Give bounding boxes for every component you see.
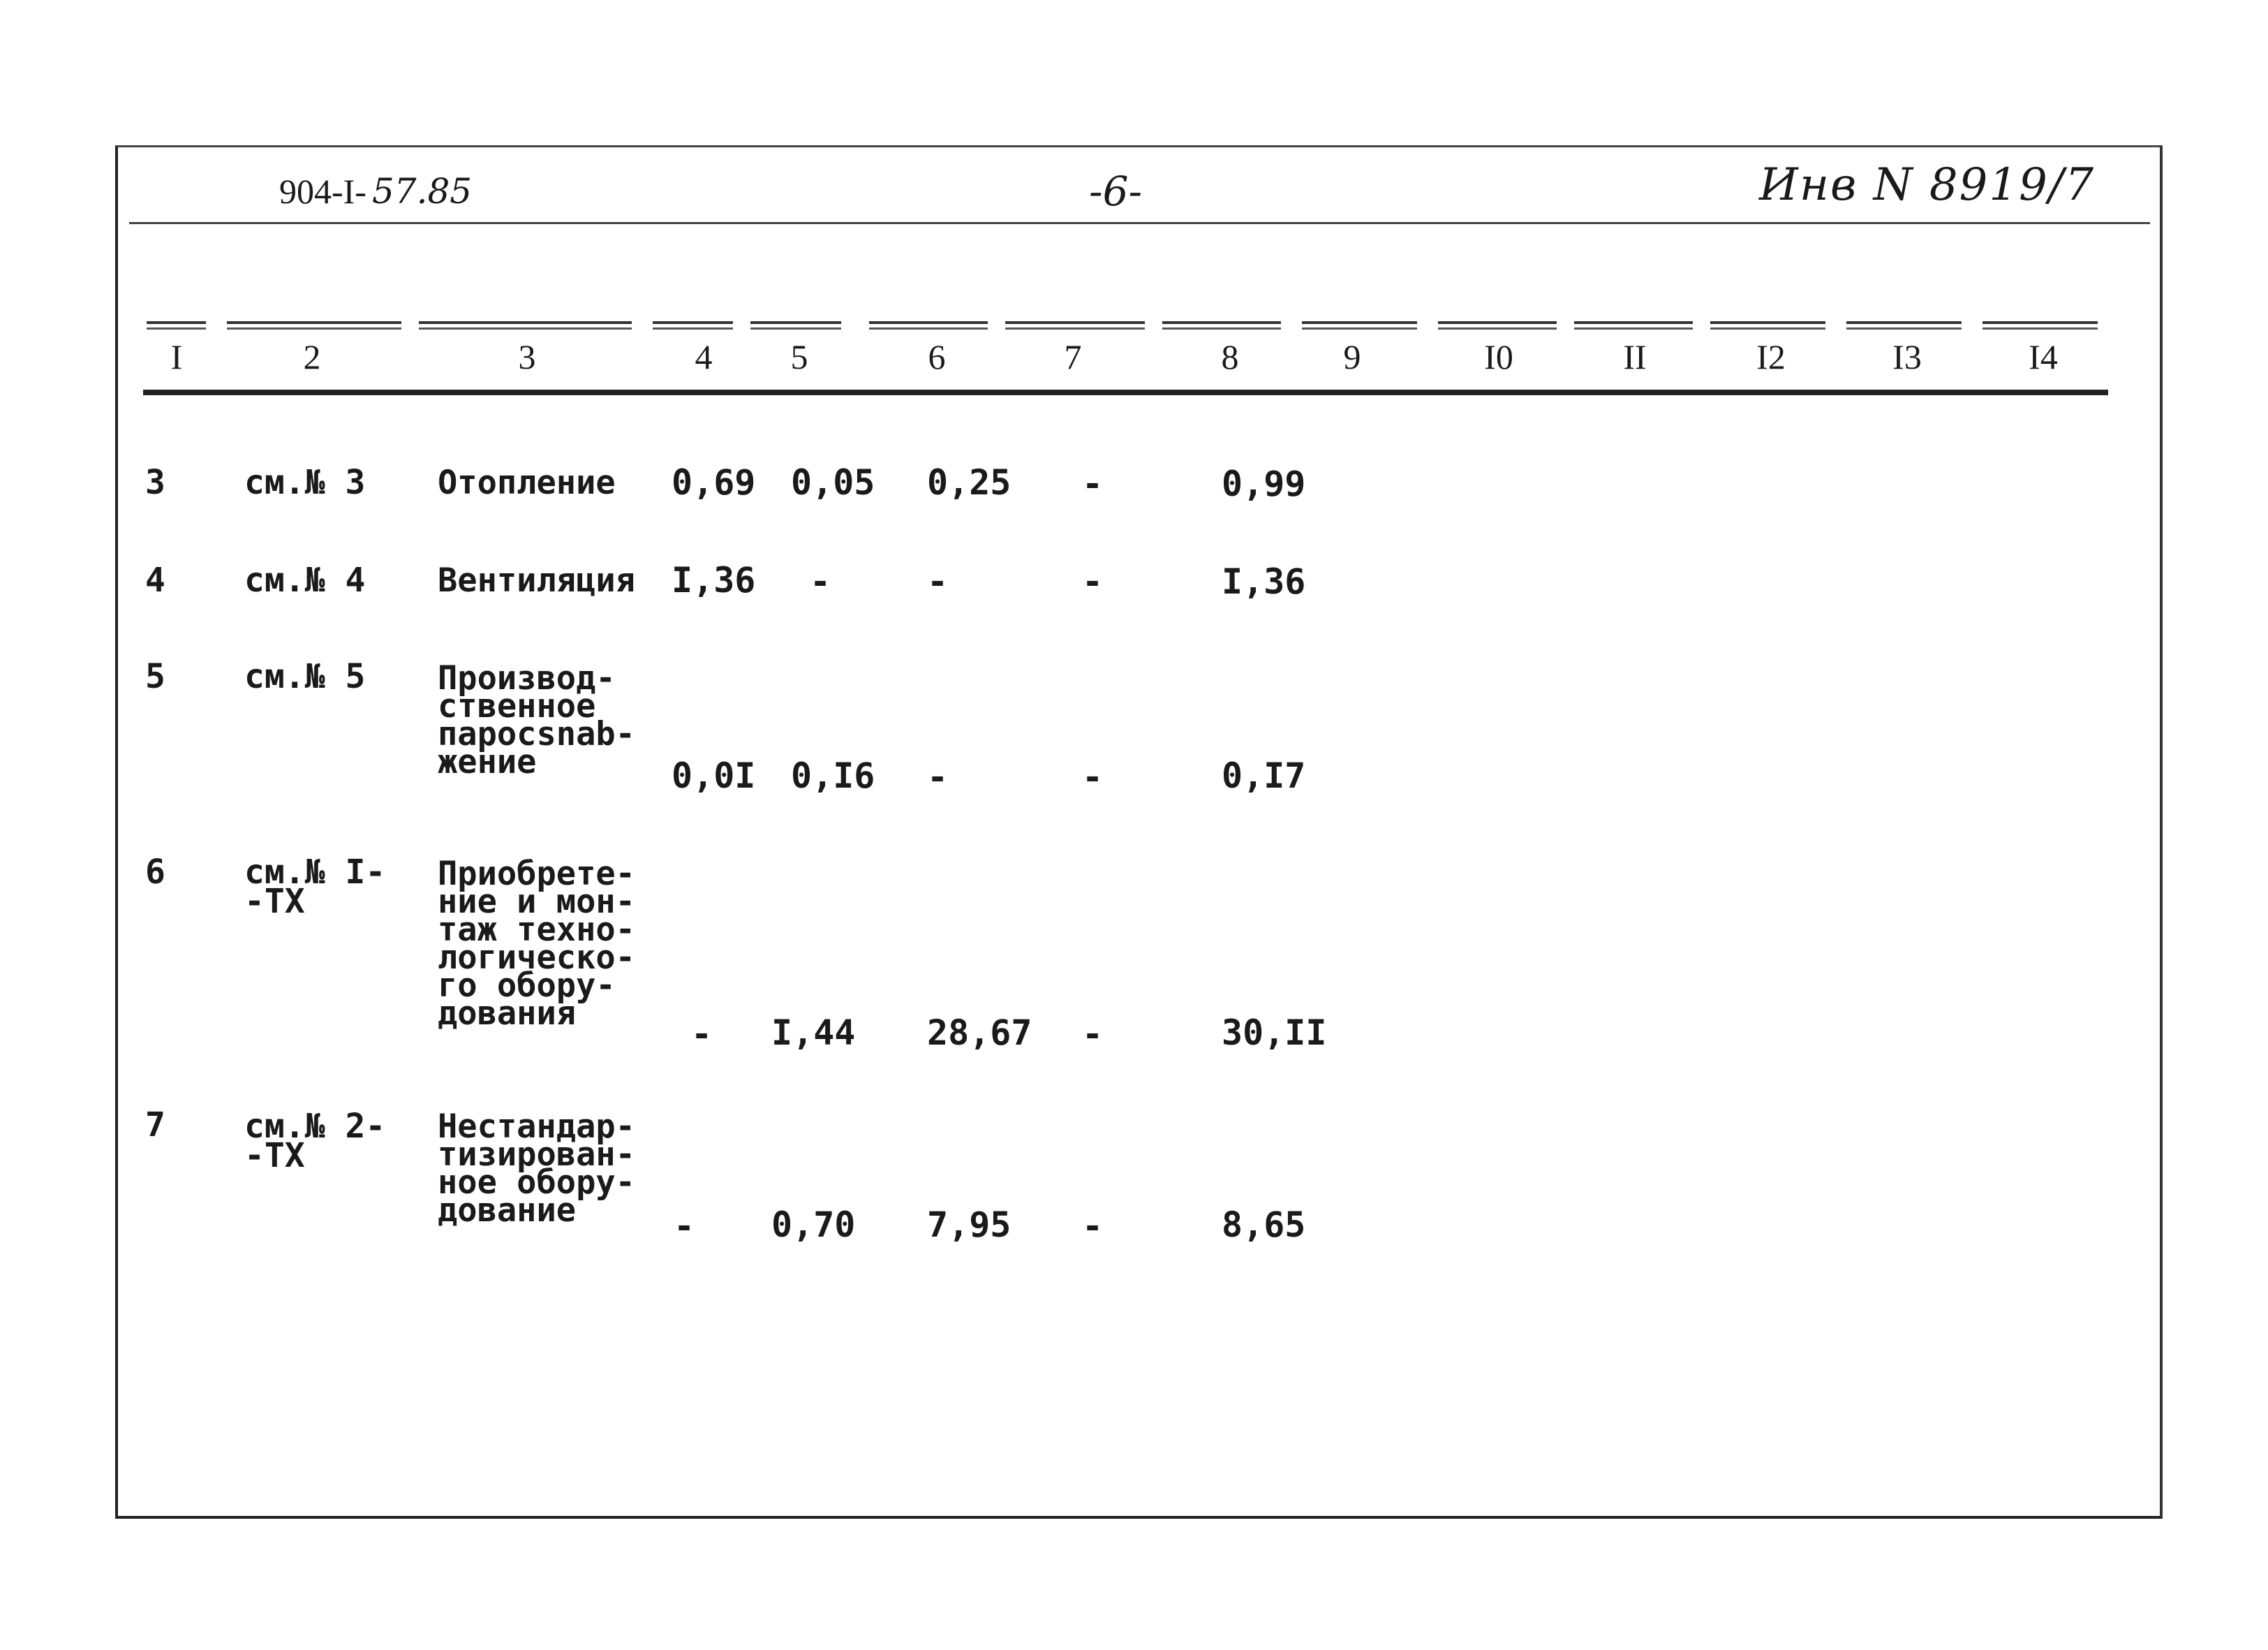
dash bbox=[1438, 321, 1557, 330]
cell-col6: - bbox=[927, 561, 949, 602]
reference: см.№ 5 bbox=[244, 657, 366, 696]
column-number: 3 bbox=[518, 337, 536, 376]
item-name: Приобрете- ние и мон- таж техно- логическо- го обору- дования bbox=[438, 855, 635, 1033]
cell-col6: 28,67 bbox=[927, 1012, 1032, 1053]
dash bbox=[1302, 321, 1417, 330]
dash bbox=[1982, 321, 2098, 330]
cell-col4: - bbox=[691, 1014, 713, 1054]
cell-col7: - bbox=[1082, 757, 1104, 797]
table-header-rule bbox=[143, 390, 2108, 395]
cell-col7: - bbox=[1082, 464, 1104, 504]
cell-col7: - bbox=[1082, 1014, 1104, 1054]
cell-col6: 0,25 bbox=[927, 462, 1011, 503]
dash bbox=[1005, 321, 1145, 330]
reference: см.№ I- -ТХ bbox=[244, 853, 386, 921]
cell-col5: 0,70 bbox=[771, 1205, 856, 1245]
dash bbox=[1162, 321, 1281, 330]
dash bbox=[750, 321, 841, 330]
cell-col4: 0,0I bbox=[672, 756, 756, 796]
cell-col5: I,44 bbox=[771, 1012, 856, 1053]
column-number: I3 bbox=[1892, 337, 1922, 376]
column-number: I4 bbox=[2029, 337, 2058, 376]
cell-col8: 0,99 bbox=[1222, 464, 1306, 504]
dash bbox=[1710, 321, 1825, 330]
column-number: 6 bbox=[928, 337, 946, 376]
page-frame bbox=[115, 145, 2163, 1519]
item-name: Производ- ственное паросsnab- жение bbox=[438, 659, 635, 781]
column-number: 4 bbox=[695, 337, 713, 376]
dash bbox=[869, 321, 988, 330]
item-name: Нестандар- тизирован- ное обору- дование bbox=[438, 1107, 635, 1230]
document-code-typed: 904-I- bbox=[279, 172, 366, 211]
column-number: I0 bbox=[1484, 337, 1513, 376]
reference: см.№ 4 bbox=[244, 561, 366, 600]
cell-col6: - bbox=[927, 757, 949, 797]
dash bbox=[227, 321, 401, 330]
document-code-handwritten: 57.85 bbox=[371, 171, 473, 212]
cell-col6: 7,95 bbox=[927, 1205, 1011, 1245]
cell-col5: - bbox=[810, 561, 831, 602]
dash bbox=[419, 321, 632, 330]
reference: см.№ 3 bbox=[244, 463, 366, 502]
column-header-dashes bbox=[0, 321, 2268, 331]
cell-col8: 0,I7 bbox=[1222, 756, 1306, 796]
cell-col8: 8,65 bbox=[1222, 1205, 1306, 1245]
row-number: 5 bbox=[145, 657, 165, 696]
cell-col7: - bbox=[1082, 1206, 1104, 1246]
inventory-number: Инв N 8919/7 bbox=[1759, 159, 2096, 211]
header-rule bbox=[129, 222, 2150, 224]
item-name: Вентиляция bbox=[438, 561, 635, 600]
column-number: 9 bbox=[1343, 337, 1361, 376]
cell-col8: 30,II bbox=[1222, 1012, 1327, 1053]
row-number: 6 bbox=[145, 853, 165, 892]
column-number: I2 bbox=[1756, 337, 1786, 376]
column-number: 5 bbox=[790, 337, 808, 376]
cell-col4: 0,69 bbox=[672, 462, 756, 503]
cell-col4: - bbox=[674, 1206, 695, 1246]
reference: см.№ 2- -ТХ bbox=[244, 1107, 386, 1175]
cell-col4: I,36 bbox=[672, 560, 756, 601]
cell-col8: I,36 bbox=[1222, 561, 1306, 602]
row-number: 3 bbox=[145, 463, 165, 502]
cell-col5: 0,I6 bbox=[791, 756, 875, 796]
dash bbox=[147, 321, 206, 330]
column-number: 7 bbox=[1064, 337, 1082, 376]
item-name: Отопление bbox=[438, 464, 616, 502]
dash bbox=[1846, 321, 1962, 330]
column-number: 8 bbox=[1221, 337, 1239, 376]
column-number: I bbox=[170, 337, 183, 376]
row-number: 4 bbox=[145, 561, 165, 600]
cell-col5: 0,05 bbox=[791, 462, 875, 503]
column-number: II bbox=[1623, 337, 1647, 376]
page-number: -6- bbox=[1089, 168, 1143, 215]
cell-col7: - bbox=[1082, 561, 1104, 602]
row-number: 7 bbox=[145, 1105, 165, 1144]
dash bbox=[1574, 321, 1693, 330]
dash bbox=[653, 321, 733, 330]
document-code bbox=[279, 171, 472, 212]
column-number: 2 bbox=[303, 337, 321, 376]
